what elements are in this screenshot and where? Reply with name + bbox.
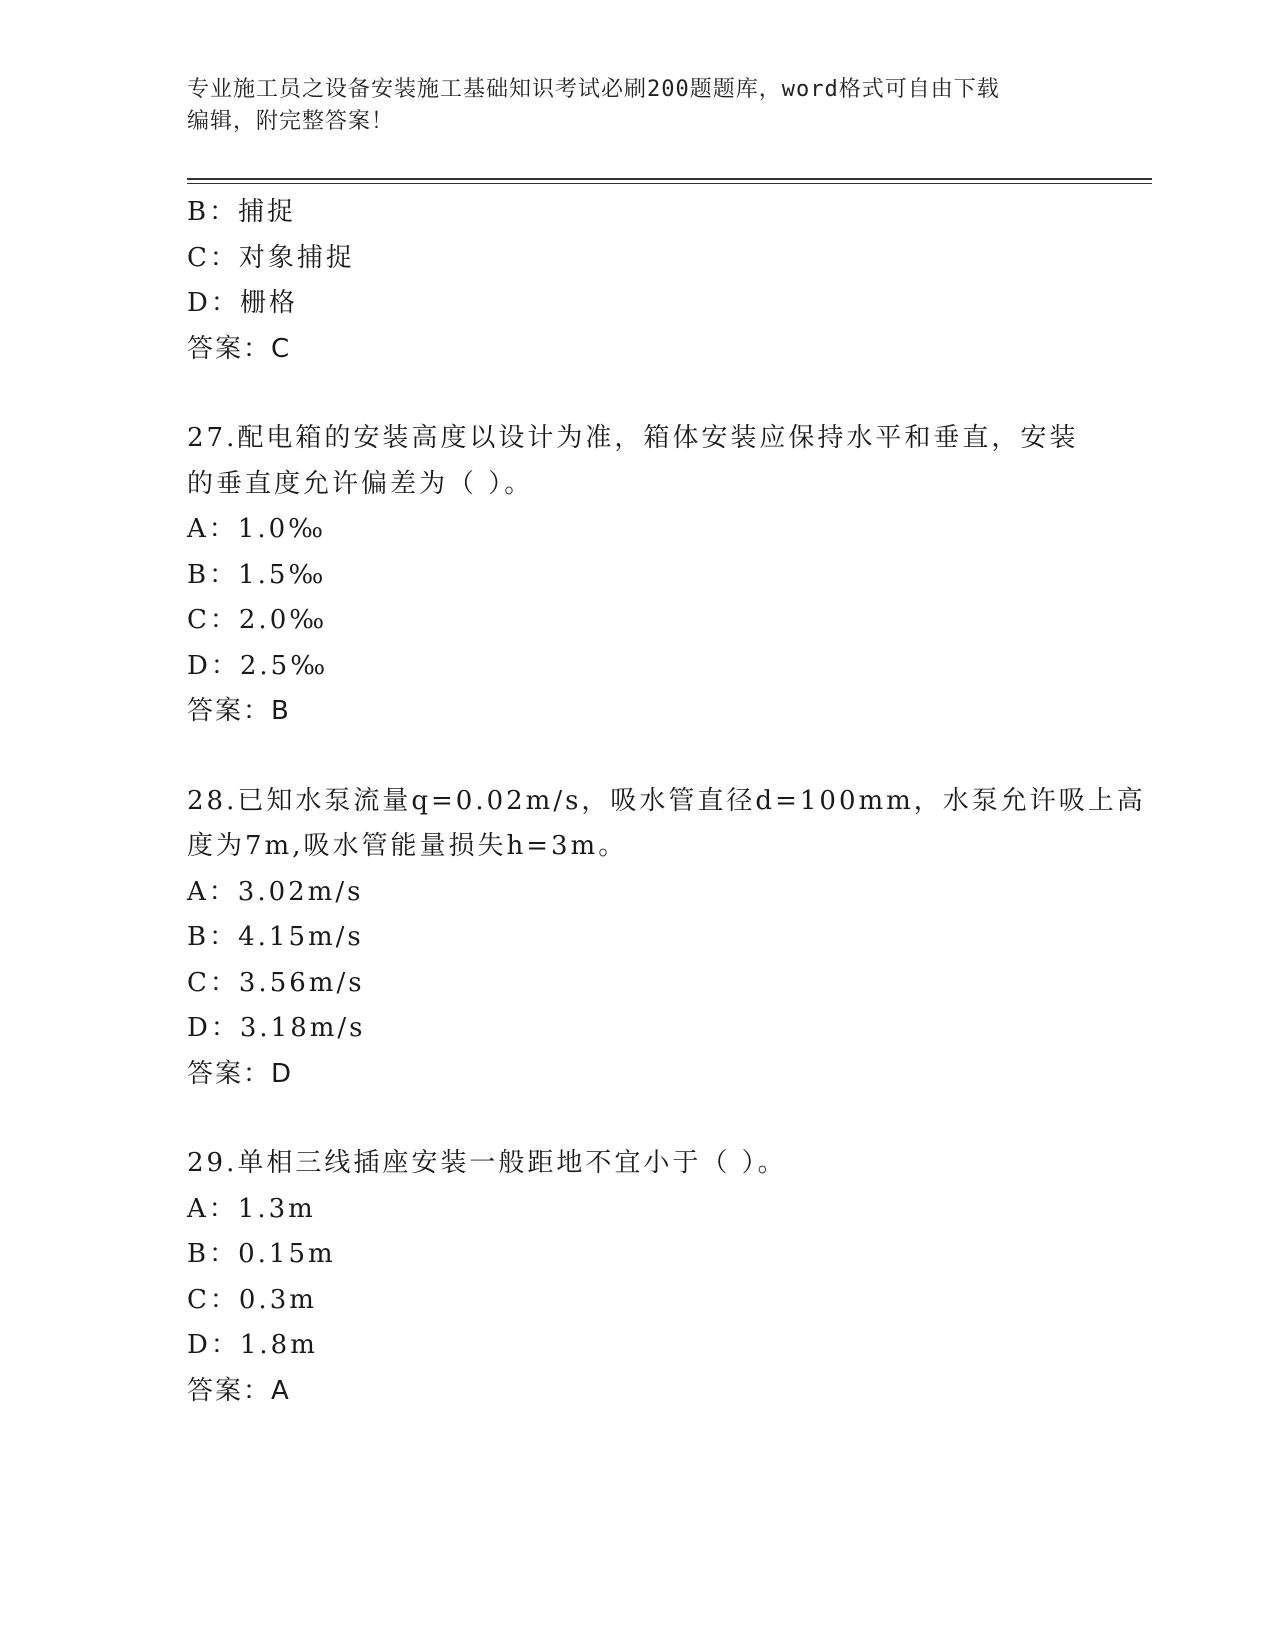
spacer <box>187 735 1087 779</box>
option-c: C：3.56m/s <box>187 967 365 998</box>
answer-line: 答案：B <box>187 696 291 726</box>
question-block-continued <box>187 190 1087 372</box>
question-text-line2: 度为7m,吸水管能量损失h=3m。 <box>187 831 628 861</box>
header-title-line2: 编辑，附完整答案！ <box>187 109 395 134</box>
header-divider-thick <box>187 178 1152 180</box>
answer-line: 答案：A <box>187 1375 291 1406</box>
option-a: A：3.02m/s <box>187 876 364 907</box>
question-block-27 <box>187 416 1087 735</box>
header-divider-thin <box>187 183 1152 184</box>
option-c: C：2.0‰ <box>187 605 328 635</box>
option-b: B：4.15m/s <box>187 922 364 952</box>
option-c: C：对象捕捉 <box>187 242 355 273</box>
spacer <box>187 1097 1087 1141</box>
spacer <box>187 372 1087 416</box>
question-text-line1: 28.已知水泵流量q=0.02m/s，吸水管直径d=100mm，水泵允许吸上高 <box>187 785 1146 816</box>
answer-line: 答案：C <box>187 333 292 364</box>
question-text-line1: 27.配电箱的安装高度以设计为准，箱体安装应保持水平和垂直，安装 <box>187 423 1079 453</box>
question-text-line2: 的垂直度允许偏差为（ ）。 <box>187 468 534 499</box>
question-block-28 <box>187 779 1146 1098</box>
question-list <box>187 190 1146 1414</box>
header-title-line1: 专业施工员之设备安装施工基础知识考试必刷200题题库，word格式可自由下载 <box>187 77 1000 102</box>
question-block-29 <box>187 1141 1087 1414</box>
option-b: B：1.5‰ <box>187 559 327 590</box>
answer-line: 答案：D <box>187 1058 294 1089</box>
option-b: B：捕捉 <box>187 197 297 227</box>
option-d: D：2.5‰ <box>187 650 329 681</box>
option-a: A：1.0‰ <box>187 514 327 544</box>
option-d: D：3.18m/s <box>187 1013 366 1043</box>
question-text-line1: 29.单相三线插座安装一般距地不宜小于（ ）。 <box>187 1148 787 1178</box>
option-c: C：0.3m <box>187 1284 317 1315</box>
option-a: A：1.3m <box>187 1193 316 1224</box>
option-d: D：栅格 <box>187 288 298 318</box>
document-header <box>187 74 1067 138</box>
option-d: D：1.8m <box>187 1330 318 1360</box>
option-b: B：0.15m <box>187 1239 336 1269</box>
